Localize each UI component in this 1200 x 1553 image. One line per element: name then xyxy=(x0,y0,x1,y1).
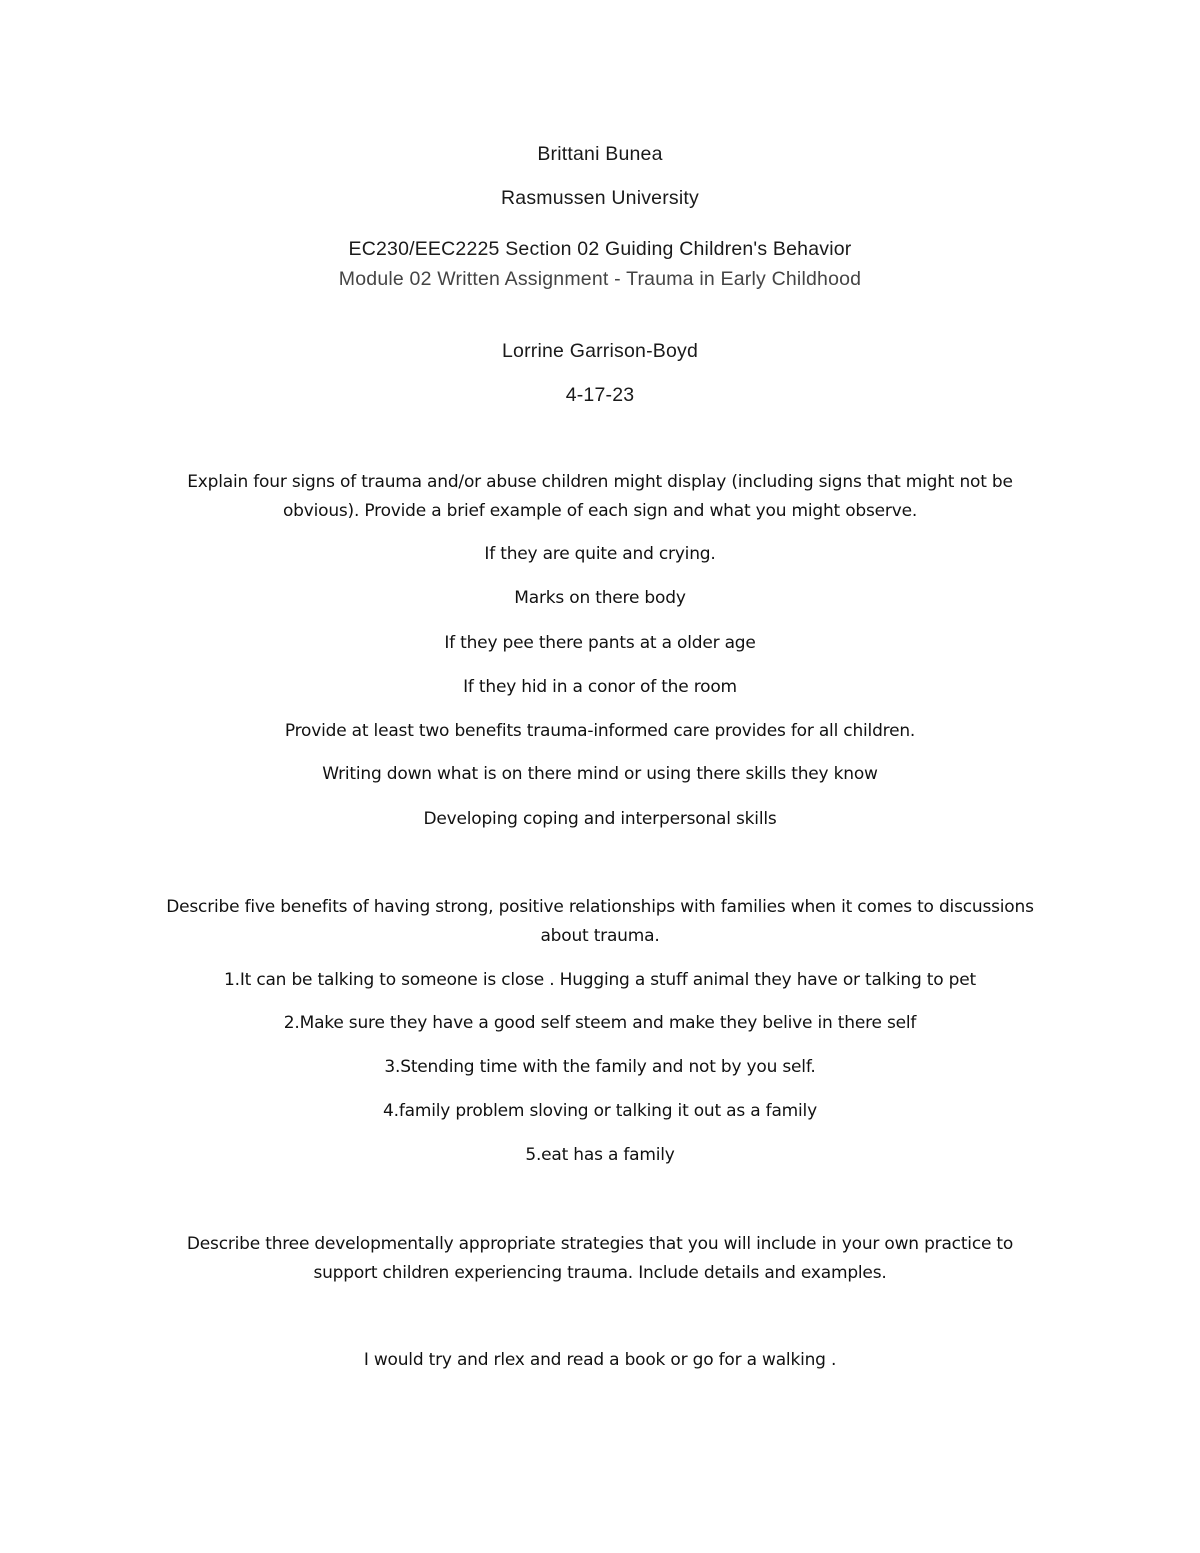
answer-3-item: 5.eat has a family xyxy=(525,1145,675,1165)
question-4-line-1: Describe three developmentally appropriate strategies that you will include in your own practice to xyxy=(186,1234,1014,1254)
answer-1-item: If they pee there pants at a older age xyxy=(444,633,756,653)
answer-3-item: 2.Make sure they have a good self steem and make they belive in there self xyxy=(283,1013,917,1033)
answer-4-item: I would try and rlex and read a book or go for a walking . xyxy=(363,1350,837,1370)
question-3-line-1: Describe five benefits of having strong, positive relationships with families when it comes to discussions xyxy=(166,897,1034,917)
institution-name: Rasmussen University xyxy=(501,187,699,209)
author-name: Brittani Bunea xyxy=(537,143,663,165)
assignment-title: Module 02 Written Assignment - Trauma in Early Childhood xyxy=(338,268,862,290)
answer-1-item: If they are quite and crying. xyxy=(484,544,716,564)
question-4-line-2: support children experiencing trauma. Include details and examples. xyxy=(313,1263,887,1283)
question-3-line-2: about trauma. xyxy=(540,926,660,946)
question-2: Provide at least two benefits trauma-informed care provides for all children. xyxy=(284,721,916,741)
answer-3-item: 1.It can be talking to someone is close . Hugging a stuff animal they have or talking to pet xyxy=(224,970,976,990)
answer-3-item: 3.Stending time with the family and not by you self. xyxy=(384,1057,816,1077)
instructor-name: Lorrine Garrison-Boyd xyxy=(501,340,699,362)
answer-1-item: Marks on there body xyxy=(514,588,686,608)
answer-3-item: 4.family problem sloving or talking it out as a family xyxy=(383,1101,817,1121)
answer-2-item: Developing coping and interpersonal skills xyxy=(423,809,777,829)
course-title: EC230/EEC2225 Section 02 Guiding Children's Behavior xyxy=(348,238,852,260)
submission-date: 4-17-23 xyxy=(565,384,635,406)
answer-2-item: Writing down what is on there mind or using there skills they know xyxy=(322,764,878,784)
question-1-line-2: obvious). Provide a brief example of each sign and what you might observe. xyxy=(282,501,918,521)
answer-1-item: If they hid in a conor of the room xyxy=(463,677,737,697)
question-1-line-1: Explain four signs of trauma and/or abuse children might display (including signs that might not be xyxy=(187,472,1013,492)
